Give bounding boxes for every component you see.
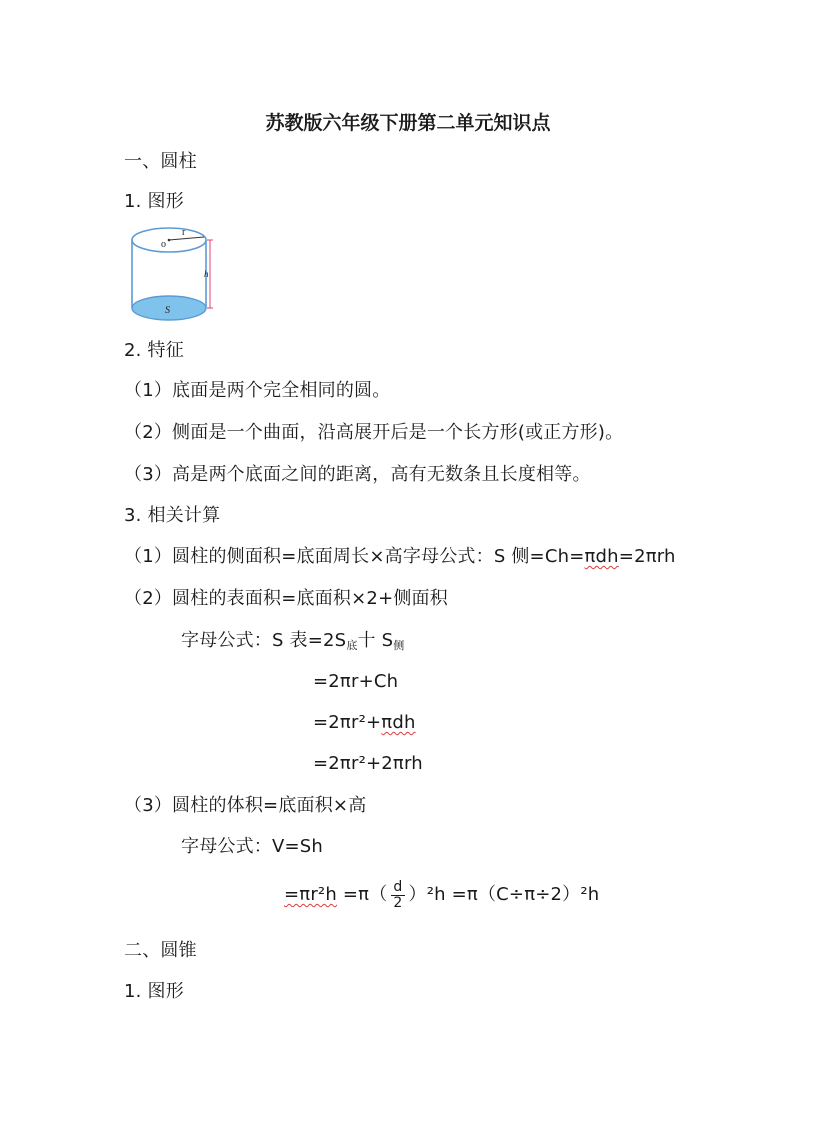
- page-title: 苏教版六年级下册第二单元知识点: [265, 112, 551, 134]
- feature-item: （1）底面是两个完全相同的圆。: [124, 380, 391, 401]
- surface-area-formula: [181, 630, 404, 657]
- surface-step-2-text: =2πr²+: [313, 712, 382, 733]
- fraction-denominator: 2: [393, 894, 403, 911]
- surface-formula-sub-side: 侧: [393, 639, 405, 652]
- volume-expansion-wavy: =πr²h: [284, 884, 337, 905]
- volume-expansion: [284, 878, 599, 912]
- volume-expansion-mid: =π（: [342, 884, 388, 905]
- surface-step-3: =2πr²+2πrh: [313, 753, 423, 774]
- subheading-features: 2. 特征: [124, 340, 184, 361]
- surface-step-2-wavy: πdh: [381, 712, 416, 733]
- cylinder-figure: [124, 222, 224, 328]
- surface-formula-sub-base: 底: [346, 639, 358, 652]
- radius-label: r: [182, 227, 186, 238]
- subheading-calculation: 3. 相关计算: [124, 505, 221, 526]
- volume-expansion-end: ）²h =π（C÷π÷2）²h: [408, 884, 600, 905]
- lateral-area-wavy: πdh: [584, 546, 619, 567]
- lateral-area-end: =2πrh: [618, 546, 676, 567]
- surface-formula-text: 字母公式：S 表=2S: [181, 630, 347, 651]
- height-label: h: [204, 269, 209, 279]
- feature-item: （3）高是两个底面之间的距离，高有无数条且长度相等。: [124, 464, 591, 485]
- subheading-cone-figure: 1. 图形: [124, 981, 184, 1002]
- section-heading-cone: 二、圆锥: [124, 940, 197, 961]
- surface-step-2: [313, 712, 416, 734]
- volume-formula: 字母公式：V=Sh: [181, 836, 324, 857]
- surface-step-1: =2πr+Ch: [313, 671, 399, 692]
- surface-area-rule: （2）圆柱的表面积=底面积×2+侧面积: [124, 588, 448, 609]
- center-label: o: [161, 239, 166, 250]
- center-dot: [168, 239, 171, 242]
- cylinder-diagram: [124, 222, 224, 328]
- lateral-area-text: （1）圆柱的侧面积=底面周长×高字母公式：S 侧=Ch=: [124, 546, 585, 567]
- fraction-numerator: d: [393, 878, 403, 895]
- subheading-figure: 1. 图形: [124, 191, 184, 212]
- lateral-area-formula: [124, 546, 676, 568]
- base-label: S: [165, 305, 170, 316]
- volume-rule: （3）圆柱的体积=底面积×高: [124, 795, 367, 816]
- feature-item: （2）侧面是一个曲面，沿高展开后是一个长方形(或正方形)。: [124, 422, 624, 443]
- surface-formula-mid: 十 S: [357, 630, 394, 651]
- d-over-2-fraction: [391, 880, 404, 911]
- section-heading-cylinder: 一、圆柱: [124, 151, 197, 172]
